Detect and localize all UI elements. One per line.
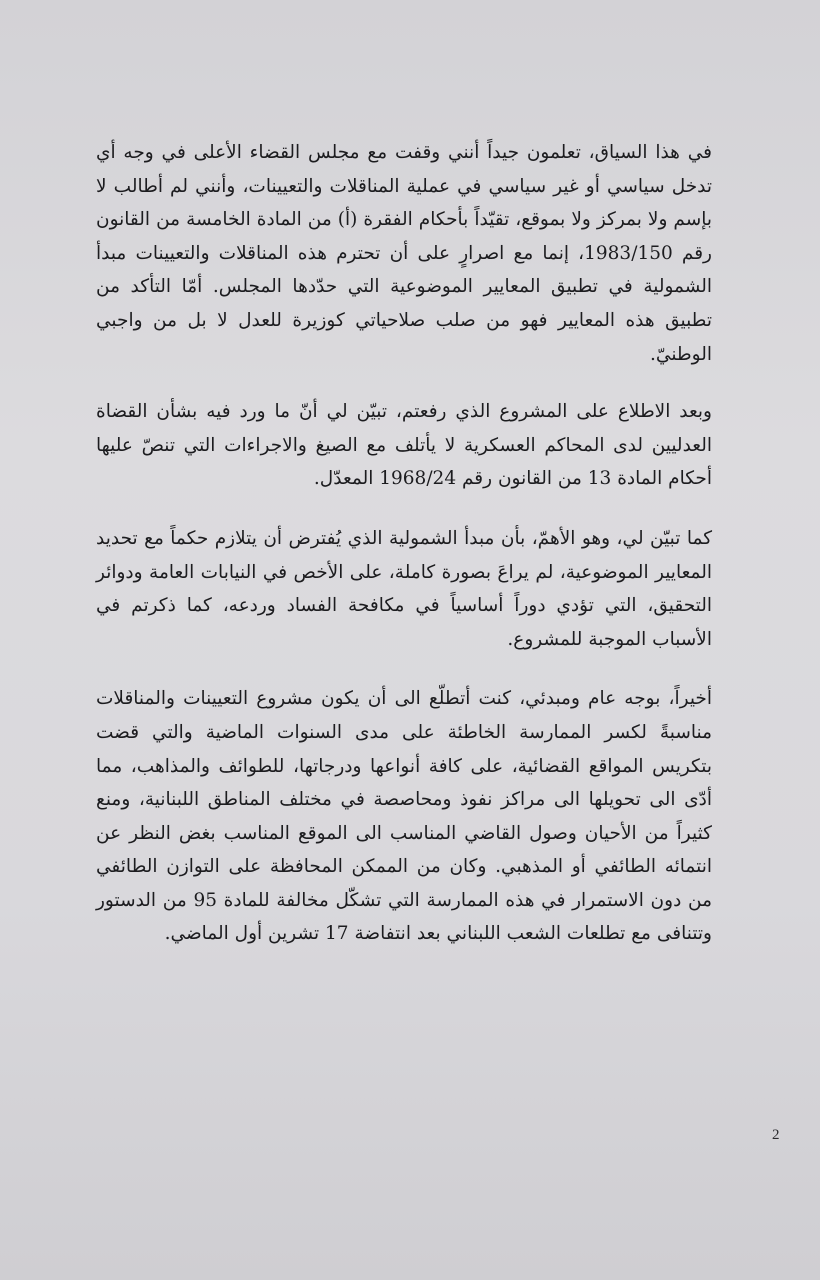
paragraph-context: في هذا السياق، تعلمون جيداً أنني وقفت مع مجلس القضاء الأعلى في وجه أي تدخل سياسي أو غير سياسي في عملية المناقلات والتعيينات، وأنني لم أطالب لا بإسم ولا بمركز ولا بموقع، تقيّداً بأحكام الفقرة (أ) من المادة الخامسة من القانون رقم 1983/150، إنما مع اصرارٍ على أن تحترم هذه المناقلات والتعيينات مبدأ الشمولية في تطبيق المعايير الموضوعية التي حدّدها المجلس. أمّا التأكد من تطبيق هذه المعايير فهو من صلب صلاحياتي كوزيرة للعدل لا بل من واجبي الوطنيّ. (96, 142, 712, 365)
letter-body (96, 136, 712, 977)
paragraph-military-courts: وبعد الاطلاع على المشروع الذي رفعتم، تبيّن لي أنّ ما ورد فيه بشأن القضاة العدليين لدى المحاكم العسكرية لا يأتلف مع الصيغ والاجراءات التي تنصّ عليها أحكام المادة 13 من القانون رقم 1968/24 المعدّل. (96, 401, 712, 490)
paragraph-comprehensiveness: كما تبيّن لي، وهو الأهمّ، بأن مبدأ الشمولية الذي يُفترض أن يتلازم حكماً مع تحديد المعايير الموضوعية، لم يراعَ بصورة كاملة، على الأخص في النيابات العامة ودوائر التحقيق، التي تؤدي دوراً أساسياً في مكافحة الفساد وردعه، كما ذكرتم في الأسباب الموجبة للمشروع. (96, 527, 712, 650)
paragraph-conclusion: أخيراً، بوجه عام ومبدئي، كنت أتطلّع الى أن يكون مشروع التعيينات والمناقلات مناسبةً لكسر الممارسة الخاطئة على مدى السنوات الماضية والتي قضت بتكريس المواقع القضائية، على كافة أنواعها ودرجاتها، للطوائف والمذاهب، مما أدّى الى تحويلها الى مراكز نفوذ ومحاصصة في مختلف المناطق اللبنانية، ومنع كثيراً من الأحيان وصول القاضي المناسب الى الموقع المناسب بغض النظر عن انتمائه الطائفي أو المذهبي. وكان من الممكن المحافظة على التوازن الطائفي من دون الاستمرار في هذه الممارسة التي تشكّل مخالفة للمادة 95 من الدستور وتتنافى مع تطلعات الشعب اللبناني بعد انتفاضة 17 تشرين أول الماضي. (96, 688, 712, 945)
page-number: 2 (772, 1127, 780, 1143)
